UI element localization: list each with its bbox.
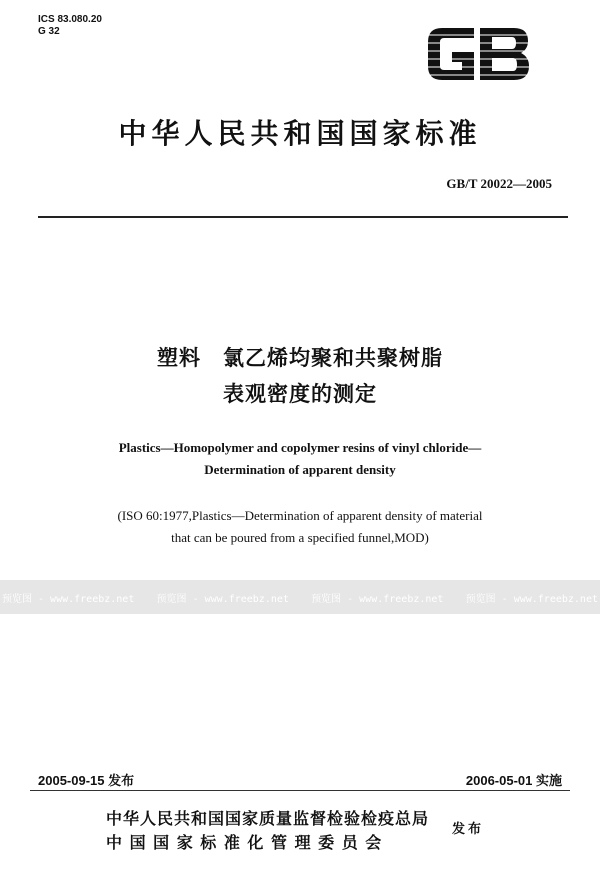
title-cn-line1: 塑料 氯乙烯均聚和共聚树脂 — [157, 346, 443, 370]
title-en-line1: Plastics—Homopolymer and copolymer resins of vinyl chloride— — [118, 440, 482, 455]
standard-number: GB/T 20022—2005 — [446, 176, 552, 191]
implement-date: 2006-05-01 实施 — [465, 773, 562, 788]
watermark-text: 预览图 - www.freebz.net — [2, 593, 135, 605]
issuer-aqsiq: 中华人民共和国国家质量监督检验检疫总局 — [106, 809, 430, 828]
publish-date: 2005-09-15 发布 — [38, 773, 135, 788]
title-en-line2: Determination of apparent density — [204, 462, 396, 477]
class-code: G 32 — [38, 26, 60, 37]
iso-ref-line2: that can be poured from a specified funnel,MOD) — [171, 530, 429, 545]
watermark-band — [0, 580, 600, 614]
header-divider — [38, 216, 568, 218]
ics-code: ICS 83.080.20 — [38, 14, 102, 25]
org-title: 中华人民共和国国家标准 — [118, 117, 482, 150]
issued-label: 发布 — [452, 822, 485, 837]
title-cn-line2: 表观密度的测定 — [223, 382, 377, 406]
footer-divider — [30, 790, 570, 791]
watermark-text: 预览图 - www.freebz.net — [311, 593, 444, 605]
gb-logo — [424, 22, 532, 86]
issuer-sac: 中 国 国 家 标 准 化 管 理 委 员 会 — [106, 833, 383, 852]
watermark-text: 预览图 - www.freebz.net — [465, 593, 598, 605]
watermark-text: 预览图 - www.freebz.net — [156, 593, 289, 605]
iso-ref-line1: (ISO 60:1977,Plastics—Determination of apparent density of material — [117, 508, 483, 523]
classification-codes — [38, 14, 102, 38]
